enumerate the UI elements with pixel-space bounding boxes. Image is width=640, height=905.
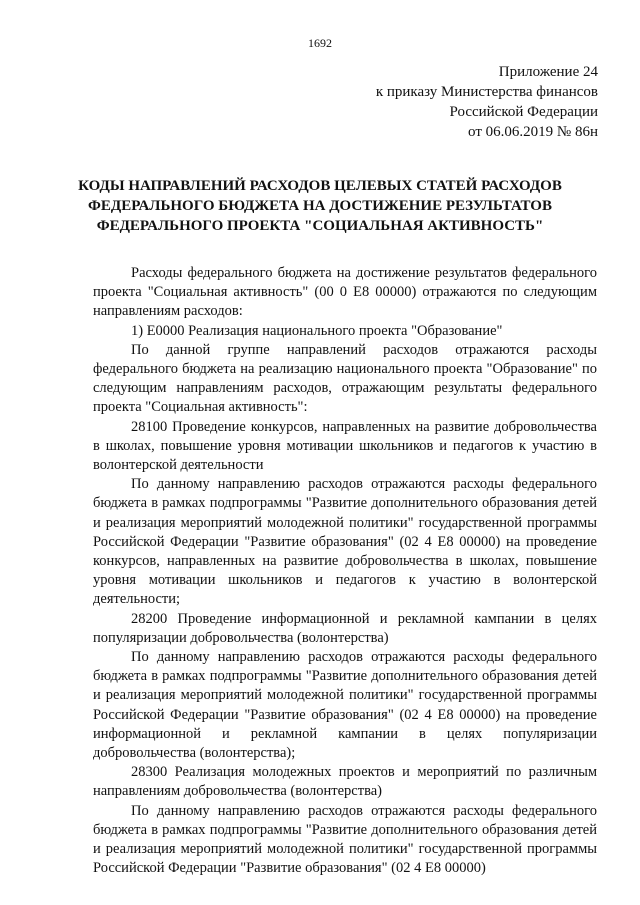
appendix-block xyxy=(376,62,598,142)
paragraph: Расходы федерального бюджета на достижение результатов федерального проекта "Социальная активность" (00 0 Е8 00000) отражаются по следующим направлениям расходов: xyxy=(93,265,597,320)
page-number: 1692 xyxy=(308,36,332,50)
paragraph: 28300 Реализация молодежных проектов и мероприятий по различным направлениям добровольчества (волонтерства) xyxy=(93,764,597,800)
appendix-line-1: Приложение 24 xyxy=(498,64,598,80)
paragraph: 28100 Проведение конкурсов, направленных на развитие добровольчества в школах, повышение уровня мотивации школьников и педагогов к участию в волонтерской деятельности xyxy=(93,418,597,474)
paragraph: 1) Е0000 Реализация национального проекта "Образование" xyxy=(131,322,503,339)
appendix-line-4: от 06.06.2019 № 86н xyxy=(468,124,598,140)
paragraph: По данной группе направлений расходов отражаются расходы федерального бюджета на реализацию национального проекта "Образование" по следующим направлениям расходов, отражающим результаты федерального проекта "Социальная активность": xyxy=(93,341,597,416)
paragraph: По данному направлению расходов отражаются расходы федерального бюджета в рамках подпрограммы "Развитие дополнительного образования детей и реализация мероприятий молодежной политики" государственной программы Российской Федерации "Развитие образования" (02 4 Е8 00000) на проведение информационной и рекламной кампании в целях популяризации добровольчества (волонтерства); xyxy=(93,649,597,762)
appendix-line-2: к приказу Министерства финансов xyxy=(375,84,598,100)
appendix-line-3: Российской Федерации xyxy=(449,104,598,120)
paragraph: По данному направлению расходов отражаются расходы федерального бюджета в рамках подпрограммы "Развитие дополнительного образования детей и реализация мероприятий молодежной политики" государственной программы Российской Федерации "Развитие образования" (02 4 Е8 00000) xyxy=(93,802,597,877)
document-title: КОДЫ НАПРАВЛЕНИЙ РАСХОДОВ ЦЕЛЕВЫХ СТАТЕЙ РАСХОДОВ ФЕДЕРАЛЬНОГО БЮДЖЕТА НА ДОСТИЖЕНИЕ РЕЗУЛЬТАТОВ ФЕДЕРАЛЬНОГО ПРОЕКТА "СОЦИАЛЬНАЯ АКТИВНОСТЬ" xyxy=(78,178,562,234)
paragraph: По данному направлению расходов отражаются расходы федерального бюджета в рамках подпрограммы "Развитие дополнительного образования детей и реализация мероприятий молодежной политики" государственной программы Российской Федерации "Развитие образования" (02 4 Е8 00000) на проведение конкурсов, направленных на развитие добровольчества в школах, повышение уровня мотивации школьников и педагогов к участию в волонтерской деятельности; xyxy=(93,476,597,608)
document-body xyxy=(93,264,597,879)
paragraph: 28200 Проведение информационной и рекламной кампании в целях популяризации добровольчества (волонтерства) xyxy=(93,610,597,646)
